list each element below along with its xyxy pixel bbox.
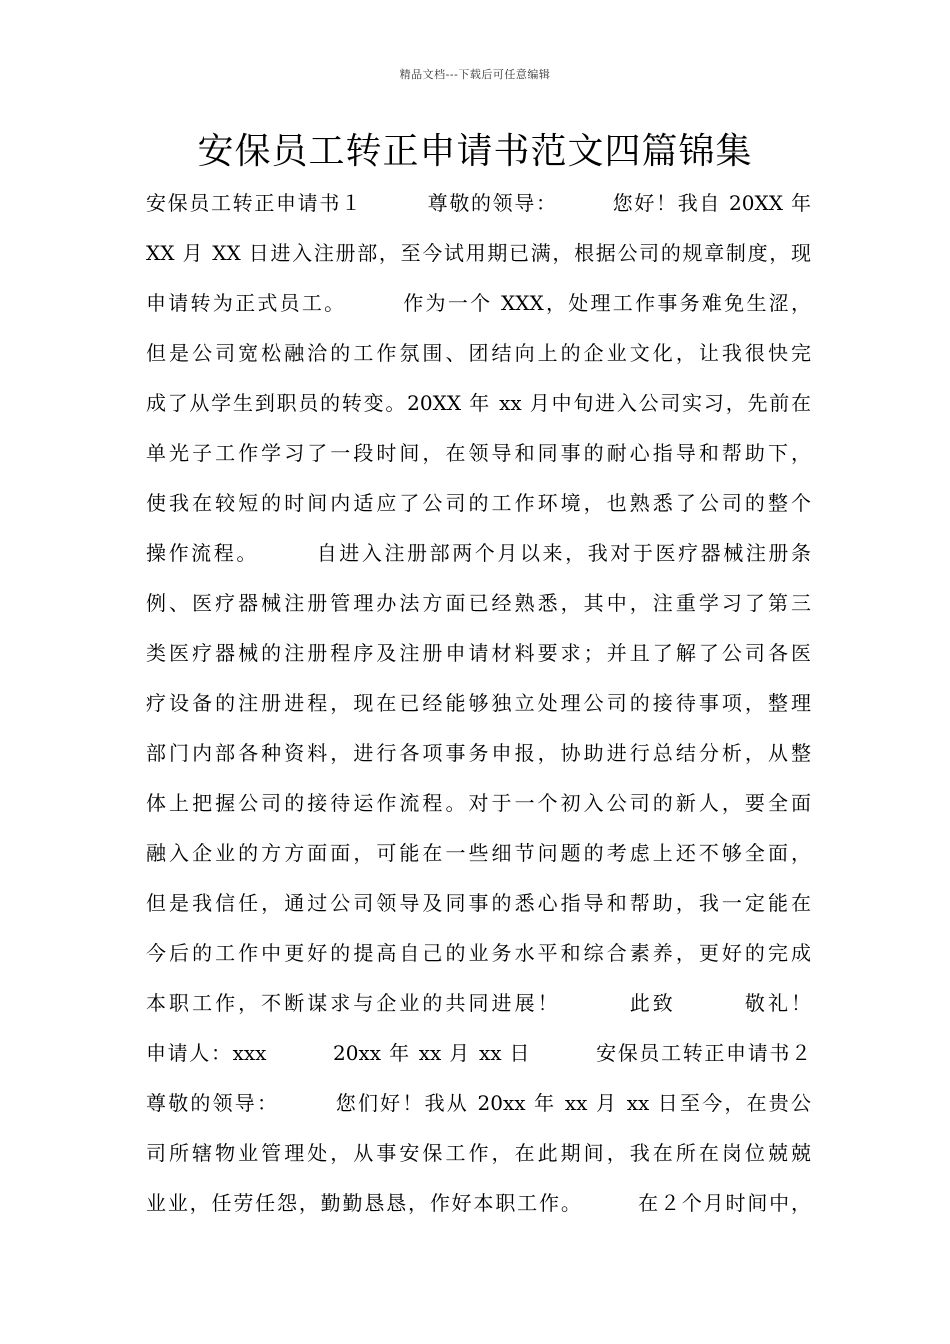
body-line: 但是公司宽松融洽的工作氛围、团结向上的企业文化，让我很快完 xyxy=(146,341,811,365)
body-line: XX 月 XX 日进入注册部，至今试用期已满，根据公司的规章制度，现 xyxy=(146,241,811,265)
body-line: 申请转为正式员工。 作为一个 XXX，处理工作事务难免生涩， xyxy=(146,291,811,315)
body-line: 操作流程。 自进入注册部两个月以来，我对于医疗器械注册条 xyxy=(146,541,811,565)
body-line: 业业，任劳任怨，勤勤恳恳，作好本职工作。 在２个月时间中， xyxy=(146,1191,811,1215)
body-line: 融入企业的方方面面，可能在一些细节问题的考虑上还不够全面， xyxy=(146,841,811,865)
body-line: 类医疗器械的注册程序及注册申请材料要求；并且了解了公司各医 xyxy=(146,641,811,665)
body-line: 申请人：xxx 20xx 年 xx 月 xx 日 安保员工转正申请书２ xyxy=(146,1041,811,1065)
body-line: 单光子工作学习了一段时间，在领导和同事的耐心指导和帮助下， xyxy=(146,441,811,465)
body-line: 安保员工转正申请书１ 尊敬的领导： 您好！我自 20XX 年 xyxy=(146,191,811,215)
body-line: 疗设备的注册进程，现在已经能够独立处理公司的接待事项，整理 xyxy=(146,691,811,715)
body-line: 今后的工作中更好的提高自己的业务水平和综合素养，更好的完成 xyxy=(146,941,811,965)
body-line: 例、医疗器械注册管理办法方面已经熟悉，其中，注重学习了第三 xyxy=(146,591,811,615)
body-line: 成了从学生到职员的转变。20XX 年 xx 月中旬进入公司实习，先前在 xyxy=(146,391,811,415)
header-note: 精品文档---下载后可任意编辑 xyxy=(399,68,551,81)
body-line: 尊敬的领导： 您们好！我从 20xx 年 xx 月 xx 日至今，在贵公 xyxy=(146,1091,811,1115)
document-body xyxy=(146,178,811,1228)
document-title: 安保员工转正申请书范文四篇锦集 xyxy=(197,131,753,172)
body-line: 但是我信任，通过公司领导及同事的悉心指导和帮助，我一定能在 xyxy=(146,891,811,915)
body-line: 体上把握公司的接待运作流程。对于一个初入公司的新人，要全面 xyxy=(146,791,811,815)
body-line: 使我在较短的时间内适应了公司的工作环境，也熟悉了公司的整个 xyxy=(146,491,811,515)
body-line: 本职工作，不断谋求与企业的共同进展！ 此致 敬礼！ xyxy=(146,991,811,1015)
body-line: 司所辖物业管理处，从事安保工作，在此期间，我在所在岗位兢兢 xyxy=(146,1141,811,1165)
body-line: 部门内部各种资料，进行各项事务申报，协助进行总结分析，从整 xyxy=(146,741,811,765)
